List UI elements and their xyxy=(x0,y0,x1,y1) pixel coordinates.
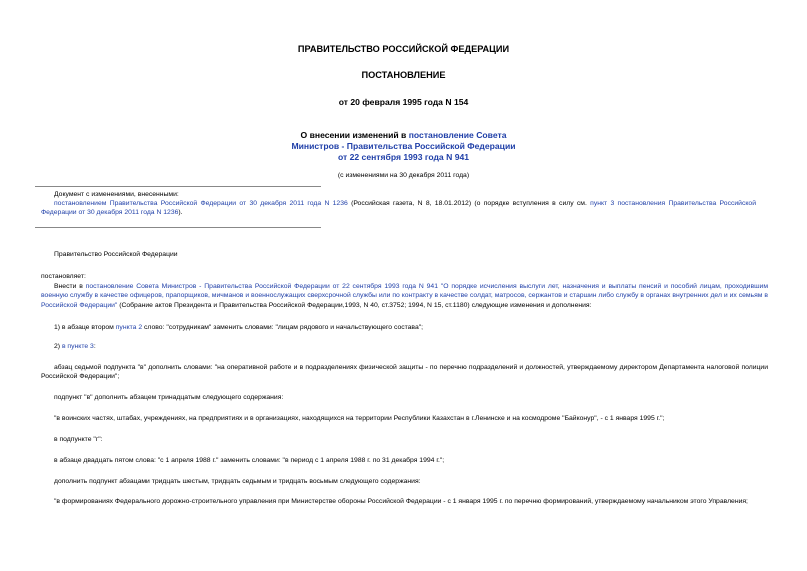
enact-tail: (Собрание актов Президента и Правительства Российской Федерации,1993, N 40, ст.3752; 1994, N 15, ст.1180) следующие изменения и дополнения: xyxy=(117,301,592,309)
paragraph-enact xyxy=(41,282,768,310)
item-1-text: слово: "сотрудникам" заменить словами: "лицам рядового и начальствующего состава"; xyxy=(142,324,424,331)
title-prefix: О внесении изменений в xyxy=(300,130,409,140)
enact-link-title[interactable]: "О порядке исчисления выслуги лет, назначения и выплаты пенсий и пособий лицам, проходившим военную службу в качестве офицеров, прапорщиков, мичманов и военнослужащих сверхсрочной службы или по контракту в качестве солдат, матросов, сержантов и старшин либо службу в органах внутренних дел и их семьям в Российской Федерации" xyxy=(41,283,768,309)
amendments-intro: Документ с изменениями, внесенными: xyxy=(54,191,179,198)
item-2-link-point-3[interactable]: в пункте 3 xyxy=(61,343,94,350)
amendments-bottom-divider xyxy=(35,227,321,228)
amendments-top-divider xyxy=(35,186,321,187)
paragraph-quote-road-construction: "в формированиях Федерального дорожно-строительного управления при Министерстве обороны Российской Федерации - с 1 января 1995 г. по перечню формирований, утверждаемому начальником этого Управления; xyxy=(54,498,748,505)
paragraph-government: Правительство Российской Федерации xyxy=(54,251,178,258)
paragraph-quote-baikonur: "в воинских частях, штабах, учреждениях, на предприятиях и в организациях, находящихся на территории Республики Казахстан в г.Ленинске и на космодроме "Байконур", - с 1 января 1995 г."; xyxy=(54,415,665,422)
amendments-list xyxy=(41,199,756,218)
amendment-link-resolution-1236[interactable]: постановлением Правительства Российской Федерации от 30 декабря 2011 года N 1236 xyxy=(54,200,348,207)
amendment-link-point-3[interactable]: пункт 3 постановления Правительства Российской Федерации от 30 декабря 2011 года N 1236 xyxy=(41,200,756,217)
item-2-colon: : xyxy=(93,343,96,350)
paragraph-subpoint-g: в подпункте "г": xyxy=(54,436,103,443)
document-date-number: от 20 февраля 1995 года N 154 xyxy=(338,97,469,107)
document-title-line-2[interactable]: Министров - Правительства Российской Федерации xyxy=(291,141,516,151)
paragraph-item-1 xyxy=(54,323,423,332)
revision-note: (с изменениями на 30 декабря 2011 года) xyxy=(337,172,470,179)
item-1-prefix: 1) в абзаце втором xyxy=(54,324,116,331)
document-type-heading: ПОСТАНОВЛЕНИЕ xyxy=(361,70,446,80)
item-1-link-point-2[interactable]: пункта 2 xyxy=(115,324,143,331)
amendment-text-end: ). xyxy=(178,209,183,217)
paragraph-subpoint-v-add: подпункт "в" дополнить абзацем тринадцатым следующего содержания: xyxy=(54,394,284,401)
paragraph-decides: постановляет: xyxy=(41,273,86,280)
paragraph-subpoint-v-7: абзац седьмой подпункта "в" дополнить словами: "на оперативной работе и в подразделениях физической защиты - по перечню подразделений и должностей, утверждаемому директором Департамента налоговой полиции Российской Федерации"; xyxy=(41,364,768,381)
title-link-resolution[interactable]: постановление Совета xyxy=(408,130,507,140)
paragraph-item-2 xyxy=(54,342,96,351)
enact-link-resolution-941[interactable]: постановление Совета Министров - Правительства Российской Федерации от 22 сентября 1993 года N 941 xyxy=(85,283,438,290)
paragraph-para-25: в абзаце двадцать пятом слова: "с 1 апреля 1988 г." заменить словами: "в период с 1 апреля 1988 г. по 31 декабря 1994 г."; xyxy=(54,457,445,464)
paragraph-add-36-38: дополнить подпункт абзацами тридцать шестым, тридцать седьмым и тридцать восьмым следующего содержания: xyxy=(54,478,421,485)
government-heading: ПРАВИТЕЛЬСТВО РОССИЙСКОЙ ФЕДЕРАЦИИ xyxy=(297,44,510,54)
document-title-line-3[interactable]: от 22 сентября 1993 года N 941 xyxy=(337,152,470,162)
document-title-line-1 xyxy=(0,130,807,140)
item-2-prefix: 2) xyxy=(54,343,62,350)
amendment-text: (Российская газета, N 8, 18.01.2012) (о порядке вступления в силу см. xyxy=(347,200,591,207)
enact-prefix: Внести в xyxy=(54,283,86,290)
